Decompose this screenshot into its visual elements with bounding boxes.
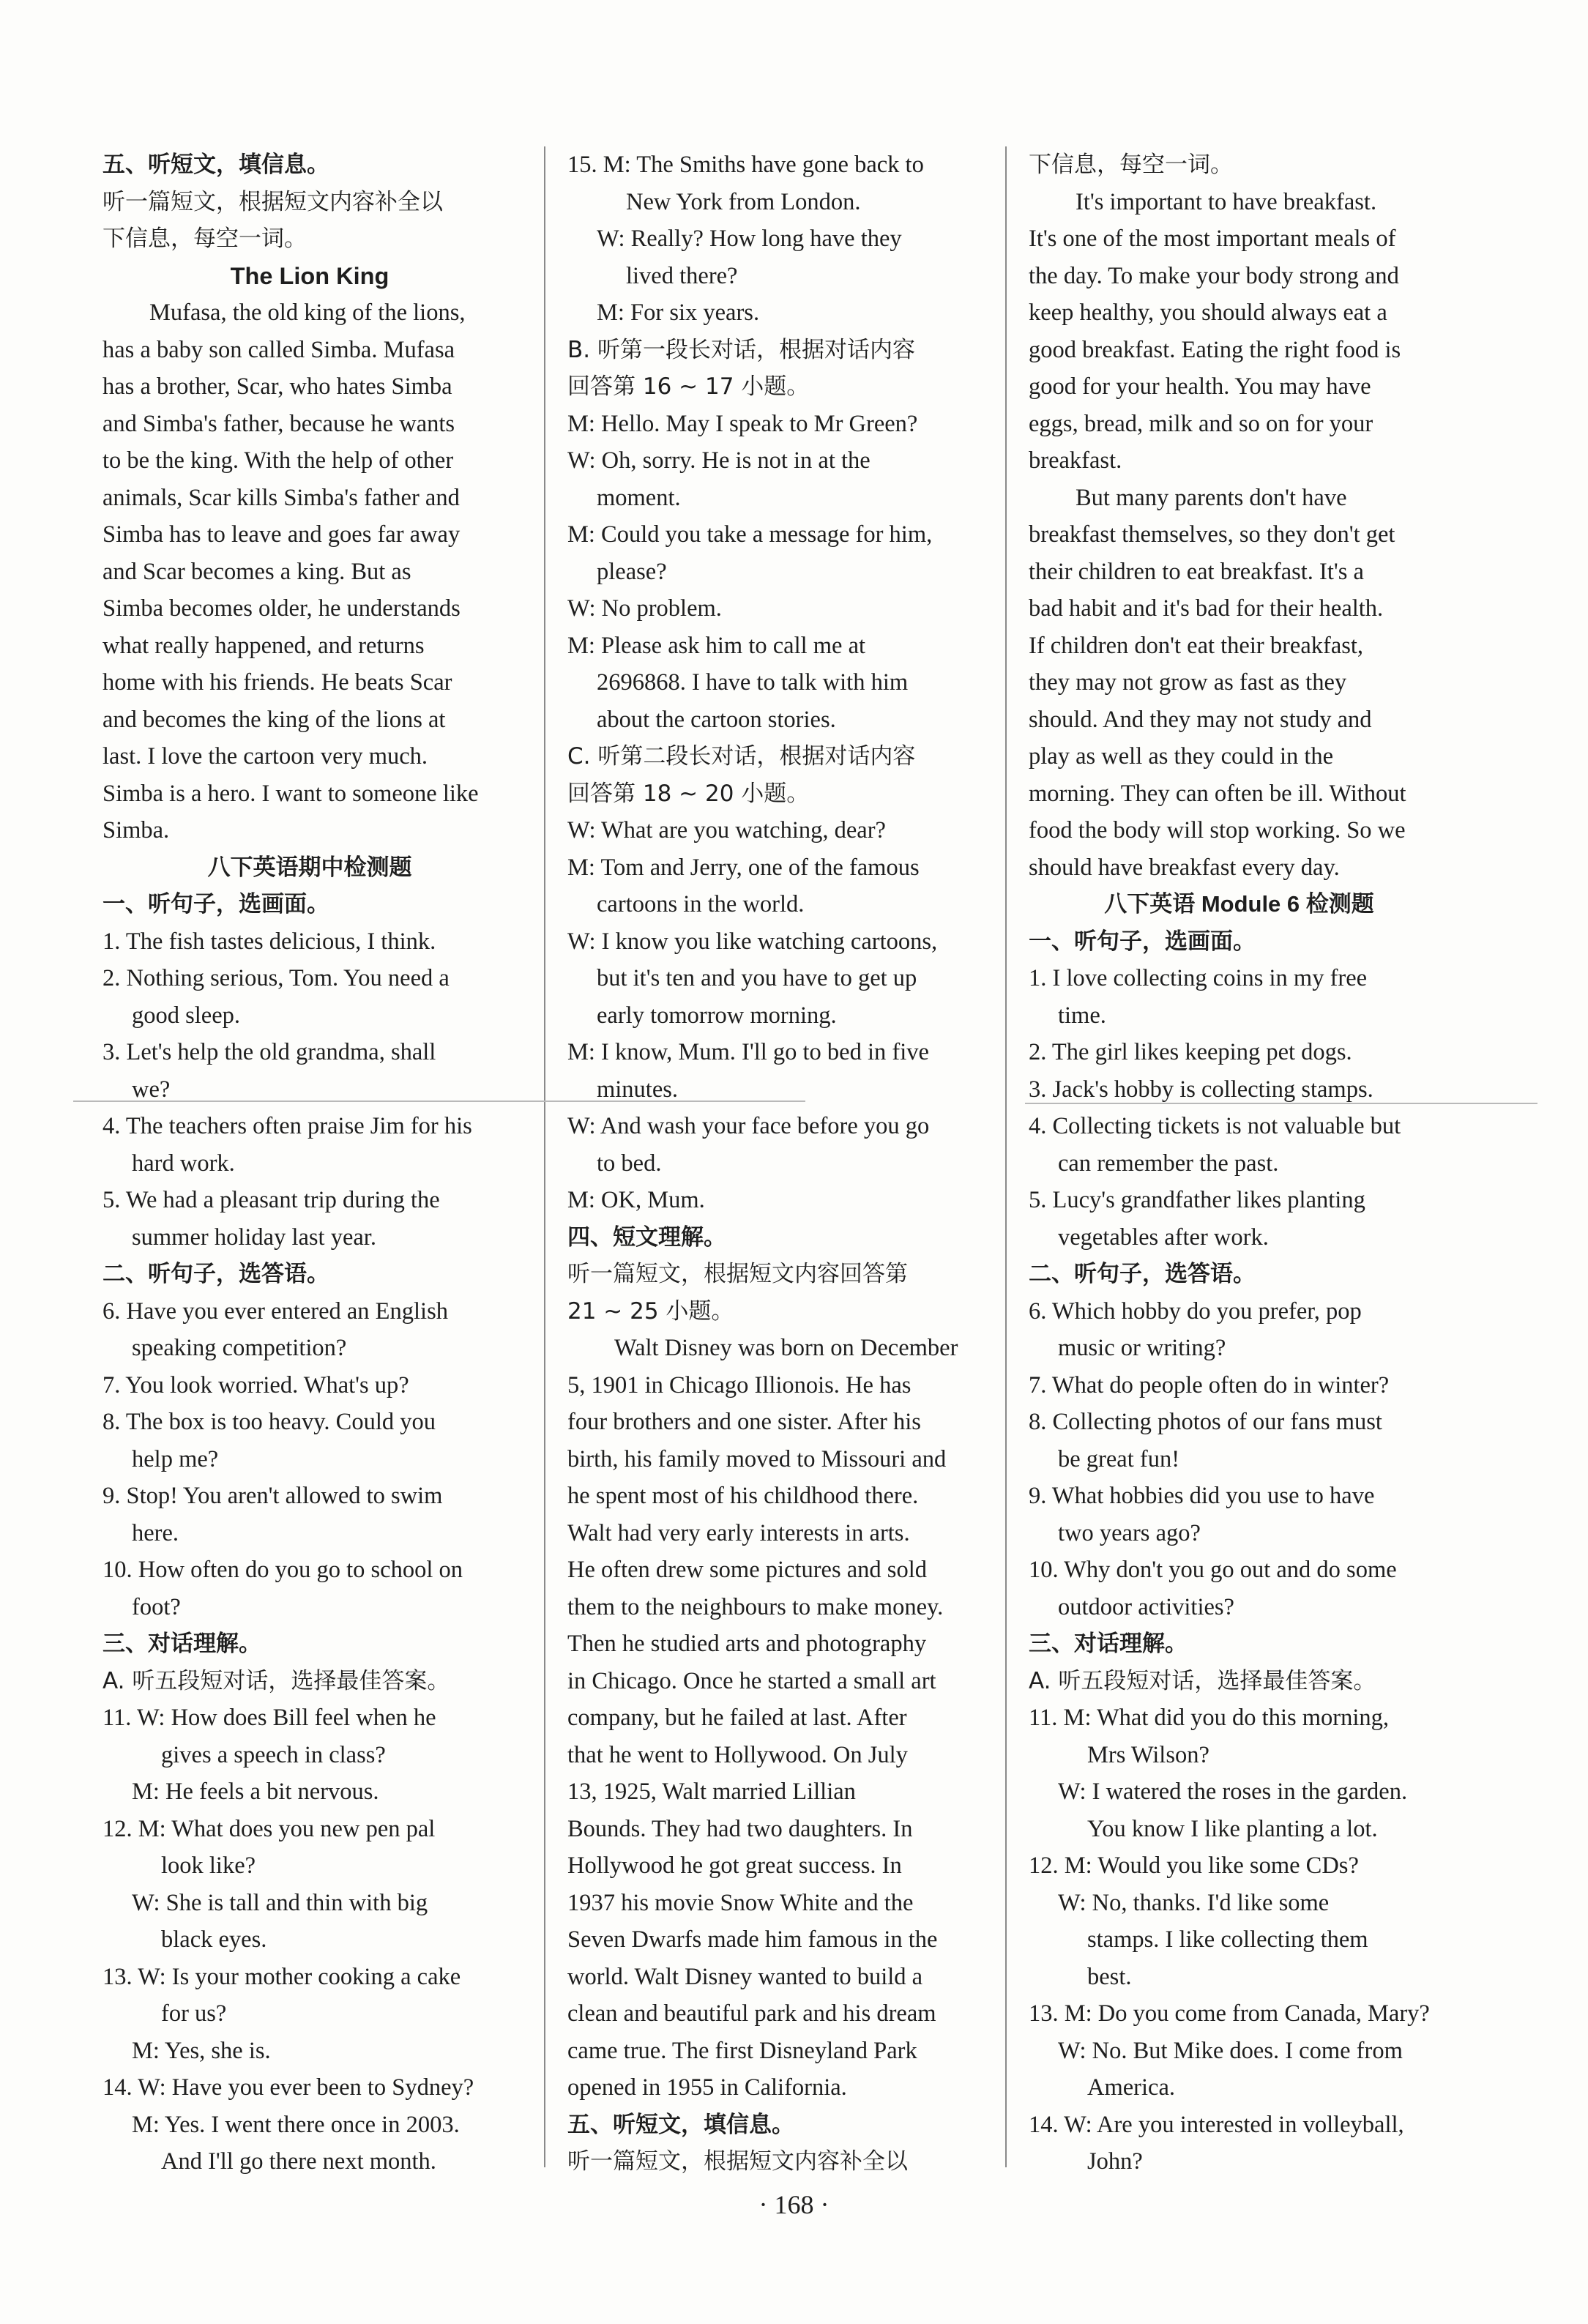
section-heading: 二、听句子，选答语。 (102, 1261, 329, 1287)
section-heading: 八下英语期中检测题 (207, 854, 412, 880)
text-line: please? (597, 558, 667, 585)
text-line: they may not grow as fast as they (1029, 669, 1347, 696)
text-line: M: Could you take a message for him, (567, 521, 933, 548)
text-line: 12. M: What does you new pen pal (102, 1815, 436, 1842)
text-line: 13. W: Is your mother cooking a cake (102, 1963, 461, 1990)
text-line: Simba becomes older, he understands (102, 595, 461, 622)
text-line: Seven Dwarfs made him famous in the (567, 1926, 938, 1953)
text-line: about the cartoon stories. (597, 706, 836, 733)
text-line: 回答第 16 ~ 17 小题。 (567, 373, 810, 400)
text-line: 6. Which hobby do you prefer, pop (1029, 1297, 1362, 1325)
section-heading: 四、短文理解。 (567, 1224, 726, 1251)
text-line: their children to eat breakfast. It's a (1029, 558, 1364, 585)
text-line: food the body will stop working. So we (1029, 817, 1406, 843)
text-line: opened in 1955 in California. (567, 2074, 847, 2101)
text-line: the day. To make your body strong and (1029, 262, 1399, 289)
text-line: clean and beautiful park and his dream (567, 2000, 936, 2027)
text-line: M: He feels a bit nervous. (132, 1779, 379, 1805)
text-line: time. (1058, 1002, 1106, 1029)
text-line: Mrs Wilson? (1087, 1741, 1209, 1768)
text-line: 4. Collecting tickets is not valuable but (1029, 1113, 1401, 1139)
text-line: 4. The teachers often praise Jim for his (102, 1113, 472, 1139)
text-line: 10. How often do you go to school on (102, 1557, 463, 1583)
text-line: It's important to have breakfast. (1076, 188, 1377, 215)
text-line: should have breakfast every day. (1029, 854, 1340, 881)
text-line: Simba has to leave and goes far away (102, 521, 461, 548)
text-line: four brothers and one sister. After his (567, 1409, 921, 1435)
text-line: vegetables after work. (1058, 1224, 1269, 1251)
text-line: came true. The first Disneyland Park (567, 2037, 917, 2064)
text-line: Simba is a hero. I want to someone like (102, 780, 479, 807)
text-line: Bounds. They had two daughters. In (567, 1815, 913, 1842)
text-line: 1937 his movie Snow White and the (567, 1889, 914, 1916)
text-line: 下信息，每空一词。 (1029, 152, 1233, 178)
text-line: Simba. (102, 817, 170, 843)
text-line: early tomorrow morning. (597, 1002, 837, 1029)
text-line: for us? (161, 2000, 227, 2027)
text-line: W: And wash your face before you go (567, 1113, 930, 1139)
text-line: breakfast. (1029, 447, 1122, 474)
text-line: A. 听五段短对话，选择最佳答案。 (1029, 1667, 1376, 1694)
text-line: home with his friends. He beats Scar (102, 669, 452, 696)
text-line: You know I like planting a lot. (1087, 1815, 1378, 1842)
text-line: 11. W: How does Bill feel when he (102, 1705, 436, 1731)
text-line: B. 听第一段长对话，根据对话内容 (567, 336, 915, 363)
column-divider-1 (544, 146, 545, 2167)
text-line: eggs, bread, milk and so on for your (1029, 410, 1373, 437)
text-line: W: What are you watching, dear? (567, 817, 886, 843)
text-line: has a baby son called Simba. Mufasa (102, 336, 455, 363)
text-line: If children don't eat their breakfast, (1029, 632, 1364, 659)
text-line: And I'll go there next month. (161, 2148, 436, 2175)
text-line: them to the neighbours to make money. (567, 1593, 944, 1620)
text-line: music or writing? (1058, 1335, 1226, 1361)
text-line: stamps. I like collecting them (1087, 1926, 1368, 1953)
text-line: 13, 1925, Walt married Lillian (567, 1779, 856, 1805)
text-line: 5. We had a pleasant trip during the (102, 1187, 440, 1213)
text-line: He often drew some pictures and sold (567, 1557, 927, 1583)
section-heading: 五、听短文，填信息。 (567, 2111, 794, 2138)
text-line: Hollywood he got great success. In (567, 1852, 902, 1879)
text-line: W: She is tall and thin with big (132, 1889, 428, 1916)
text-line: M: Hello. May I speak to Mr Green? (567, 410, 918, 437)
text-line: 听一篇短文，根据短文内容回答第 (567, 1261, 908, 1287)
text-line: M: Yes. I went there once in 2003. (132, 2111, 460, 2138)
text-line: 8. Collecting photos of our fans must (1029, 1409, 1382, 1435)
text-line: minutes. (597, 1076, 679, 1103)
text-line: 3. Jack's hobby is collecting stamps. (1029, 1076, 1373, 1103)
text-line: John? (1087, 2148, 1143, 2175)
text-line: should. And they may not study and (1029, 706, 1372, 733)
text-line: play as well as they could in the (1029, 743, 1334, 770)
text-line: and Simba's father, because he wants (102, 410, 455, 437)
text-line: 2. The girl likes keeping pet dogs. (1029, 1039, 1352, 1065)
text-line: W: No, thanks. I'd like some (1058, 1889, 1330, 1916)
text-line: and Scar becomes a king. But as (102, 558, 411, 585)
text-line: Mufasa, the old king of the lions, (149, 299, 466, 326)
text-line: 5. Lucy's grandfather likes planting (1029, 1187, 1365, 1213)
passage-title: The Lion King (230, 262, 389, 289)
text-line: what really happened, and returns (102, 632, 425, 659)
text-line: 听一篇短文，根据短文内容补全以 (102, 188, 443, 215)
text-line: M: For six years. (597, 299, 760, 326)
text-line: Walt Disney was born on December (614, 1335, 958, 1361)
text-line: 6. Have you ever entered an English (102, 1297, 448, 1325)
text-line: but it's ten and you have to get up (597, 965, 917, 991)
text-line: 11. M: What did you do this morning, (1029, 1705, 1390, 1731)
text-line: M: Please ask him to call me at (567, 632, 866, 659)
column-2 (567, 146, 985, 2180)
text-line: world. Walt Disney wanted to build a (567, 1963, 923, 1990)
text-line: animals, Scar kills Simba's father and (102, 484, 460, 511)
text-line: speaking competition? (132, 1335, 347, 1361)
text-line: It's one of the most important meals of (1029, 226, 1396, 252)
text-line: hard work. (132, 1150, 235, 1177)
text-line: But many parents don't have (1076, 484, 1347, 511)
text-line: 8. The box is too heavy. Could you (102, 1409, 436, 1435)
text-line: 14. W: Are you interested in volleyball, (1029, 2111, 1404, 2138)
text-line: M: OK, Mum. (567, 1187, 705, 1213)
text-line: 2. Nothing serious, Tom. You need a (102, 965, 450, 991)
text-line: 9. What hobbies did you use to have (1029, 1483, 1375, 1509)
text-line: 7. What do people often do in winter? (1029, 1371, 1390, 1399)
text-line: W: No. But Mike does. I come from (1058, 2037, 1403, 2064)
text-line: 9. Stop! You aren't allowed to swim (102, 1483, 443, 1509)
text-line: good breakfast. Eating the right food is (1029, 336, 1401, 363)
text-line: lived there? (626, 262, 738, 289)
text-line: he spent most of his childhood there. (567, 1483, 919, 1509)
text-line: W: No problem. (567, 595, 722, 622)
text-line: has a brother, Scar, who hates Simba (102, 373, 452, 400)
text-line: 下信息，每空一词。 (102, 226, 307, 252)
text-line: C. 听第二段长对话，根据对话内容 (567, 743, 916, 770)
text-line: foot? (132, 1593, 181, 1620)
text-line: 21 ~ 25 小题。 (567, 1297, 734, 1325)
text-line: W: Oh, sorry. He is not in at the (567, 447, 871, 474)
text-line: 3. Let's help the old grandma, shall (102, 1039, 436, 1065)
text-line: cartoons in the world. (597, 891, 805, 917)
text-line: 1. I love collecting coins in my free (1029, 965, 1368, 991)
text-line: black eyes. (161, 1926, 267, 1953)
text-line: Then he studied arts and photography (567, 1631, 927, 1657)
text-line: keep healthy, you should always eat a (1029, 299, 1387, 326)
text-line: help me? (132, 1445, 219, 1472)
text-line: birth, his family moved to Missouri and (567, 1445, 947, 1472)
text-line: New York from London. (626, 188, 861, 215)
text-line: that he went to Hollywood. On July (567, 1741, 908, 1768)
text-line: gives a speech in class? (161, 1741, 386, 1768)
text-line: 12. M: Would you like some CDs? (1029, 1852, 1359, 1879)
text-line: M: I know, Mum. I'll go to bed in five (567, 1039, 929, 1065)
text-line: America. (1087, 2074, 1176, 2101)
text-line: 10. Why don't you go out and do some (1029, 1557, 1397, 1583)
text-line: M: Tom and Jerry, one of the famous (567, 854, 920, 881)
text-line: 15. M: The Smiths have gone back to (567, 152, 924, 178)
text-line: 听一篇短文，根据短文内容补全以 (567, 2148, 908, 2175)
text-line: 14. W: Have you ever been to Sydney? (102, 2074, 474, 2101)
text-line: here. (132, 1519, 179, 1546)
text-line: breakfast themselves, so they don't get (1029, 521, 1395, 548)
text-line: outdoor activities? (1058, 1593, 1234, 1620)
column-divider-2 (1005, 146, 1007, 2167)
text-line: W: Really? How long have they (597, 226, 902, 252)
text-line: to be the king. With the help of other (102, 447, 454, 474)
text-line: W: I watered the roses in the garden. (1058, 1779, 1408, 1805)
text-line: summer holiday last year. (132, 1224, 376, 1251)
section-heading: 一、听句子，选画面。 (102, 891, 329, 917)
section-heading: 三、对话理解。 (102, 1631, 261, 1657)
text-line: two years ago? (1058, 1519, 1201, 1546)
text-line: Walt had very early interests in arts. (567, 1519, 910, 1546)
page-number: · 168 · (758, 2190, 830, 2219)
text-line: to bed. (597, 1150, 662, 1177)
text-line: bad habit and it's bad for their health. (1029, 595, 1384, 622)
section-heading: 八下英语 Module 6 检测题 (1104, 891, 1374, 917)
text-line: 7. You look worried. What's up? (102, 1371, 409, 1399)
section-heading: 二、听句子，选答语。 (1029, 1261, 1256, 1287)
text-line: and becomes the king of the lions at (102, 706, 446, 733)
text-line: A. 听五段短对话，选择最佳答案。 (102, 1667, 450, 1694)
text-line: morning. They can often be ill. Without (1029, 780, 1406, 807)
text-line: last. I love the cartoon very much. (102, 743, 428, 770)
text-line: moment. (597, 484, 681, 511)
section-heading: 三、对话理解。 (1029, 1631, 1188, 1657)
section-heading: 一、听句子，选画面。 (1029, 928, 1256, 955)
text-line: good for your health. You may have (1029, 373, 1371, 400)
text-line: best. (1087, 1963, 1132, 1990)
text-line: can remember the past. (1058, 1150, 1279, 1177)
text-line: W: I know you like watching cartoons, (567, 928, 938, 955)
text-line: we? (132, 1076, 171, 1103)
text-line: M: Yes, she is. (132, 2037, 271, 2064)
text-line: in Chicago. Once he started a small art (567, 1667, 936, 1694)
section-heading: 五、听短文，填信息。 (102, 152, 329, 178)
text-line: 2696868. I have to talk with him (597, 669, 909, 696)
text-line: be great fun! (1058, 1445, 1180, 1472)
column-3 (1029, 146, 1450, 2180)
text-line: 1. The fish tastes delicious, I think. (102, 928, 436, 955)
text-line: good sleep. (132, 1002, 241, 1029)
column-1 (102, 146, 517, 2180)
text-line: company, but he failed at last. After (567, 1705, 907, 1731)
text-line: 回答第 18 ~ 20 小题。 (567, 780, 810, 807)
text-line: 5, 1901 in Chicago Illionois. He has (567, 1371, 912, 1399)
text-line: 13. M: Do you come from Canada, Mary? (1029, 2000, 1430, 2027)
text-line: look like? (161, 1852, 256, 1879)
